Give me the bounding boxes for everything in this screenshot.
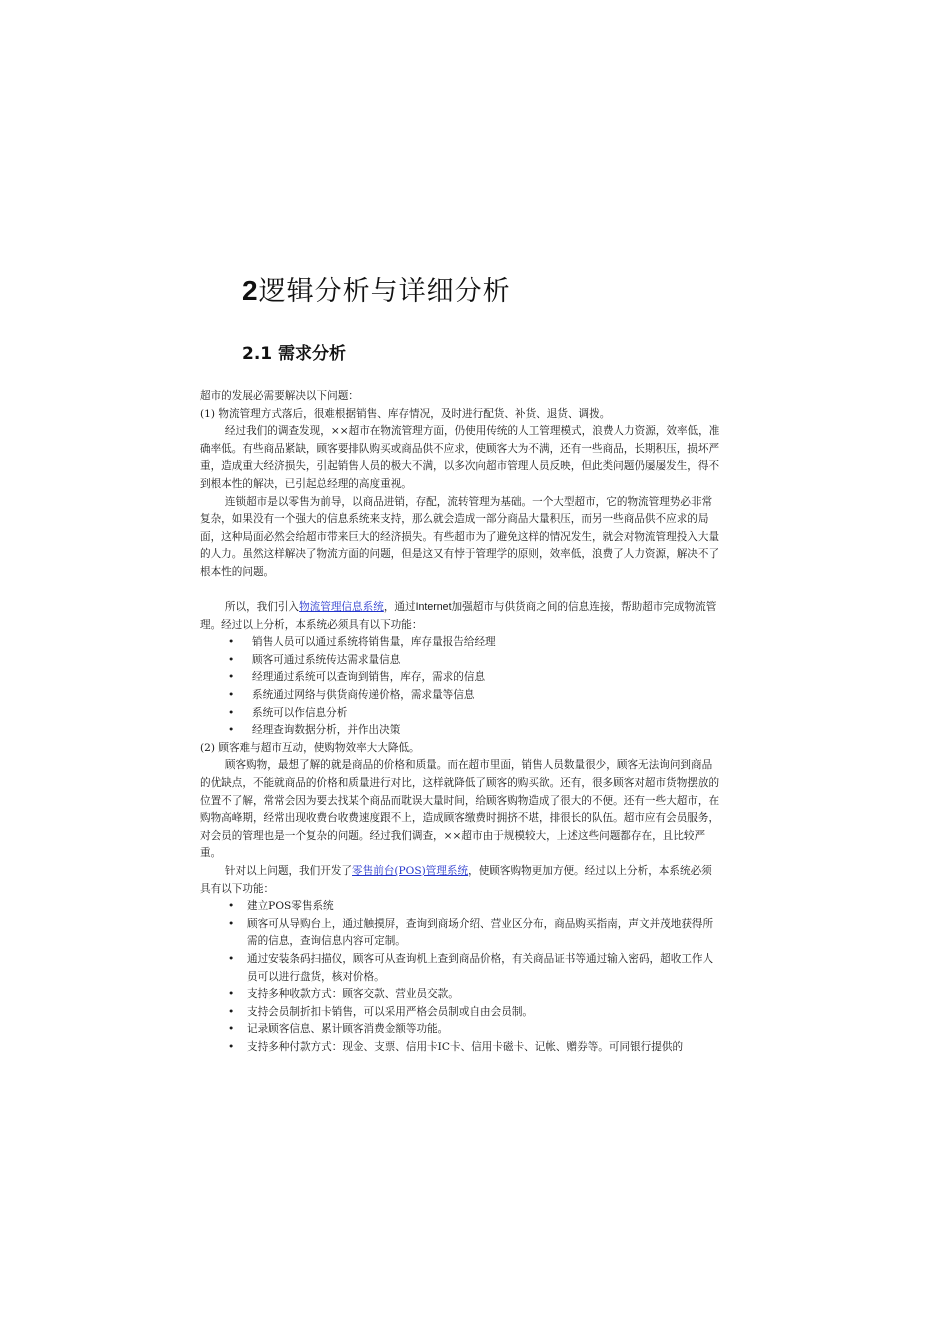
chapter-number: 2 xyxy=(242,275,259,306)
list-item xyxy=(200,722,720,740)
list-item-text: 顾客可从导购台上，通过触摸屏，查询到商场介绍、营业区分布，商品购买指南，声文并茂地获得所需的信息，查询信息内容可定制。 xyxy=(247,917,714,948)
list-item-text: 支持会员制折扣卡销售，可以采用严格会员制或自由会员制。 xyxy=(247,1005,534,1018)
list-item-text: 建立POS零售系统 xyxy=(247,900,334,913)
chapter-heading xyxy=(242,274,511,309)
list-item-text: 支持多种付款方式：现金、支票、信用卡IC卡、信用卡磁卡、记帐、赠券等。可同银行提供的 xyxy=(247,1040,684,1053)
bullet-icon: • xyxy=(228,653,235,666)
bullet-icon: • xyxy=(228,1040,235,1053)
list-item xyxy=(200,634,720,652)
list-item xyxy=(200,705,720,723)
bullet-icon: • xyxy=(228,988,235,1001)
bullet-icon: • xyxy=(228,636,235,649)
list-item-text: 经理查询数据分析，并作出决策 xyxy=(252,724,401,737)
list-item-text: 系统可以作信息分析 xyxy=(252,706,348,719)
function-list-1 xyxy=(200,634,720,740)
list-item xyxy=(200,898,720,916)
list-item xyxy=(200,652,720,670)
bullet-icon: • xyxy=(228,689,235,701)
list-item-text: 记录顾客信息、累计顾客消费金额等功能。 xyxy=(247,1023,449,1036)
list-item xyxy=(200,1021,720,1039)
paragraph-gap xyxy=(200,582,720,600)
list-item xyxy=(200,986,720,1004)
list-item xyxy=(200,1039,720,1057)
paragraph-3-post: 加强超市与供货商之间的信息连接，帮助超市完成物流管理。经过以上分析，本系统必须具有以下功能： xyxy=(200,601,717,631)
bullet-icon: • xyxy=(228,671,235,684)
list-item-text: 支持多种收款方式：顾客交款、营业员交款。 xyxy=(247,988,459,1001)
pos-system-link[interactable]: 零售前台(POS)管理系统 xyxy=(352,864,469,877)
bullet-icon: • xyxy=(228,952,235,965)
list-item-text: 顾客可通过系统传达需求量信息 xyxy=(252,653,401,666)
section-heading: 2.1 需求分析 xyxy=(242,344,347,364)
list-item xyxy=(200,1004,720,1022)
problem-2-title: (2) 顾客难与超市互动，使购物效率大大降低。 xyxy=(200,741,420,754)
chapter-title: 逻辑分析与详细分析 xyxy=(258,276,511,307)
paragraph-3-pre: 所以，我们引入 xyxy=(224,601,300,614)
list-item-text: 系统通过网络与供货商传递价格，需求量等信息 xyxy=(252,689,475,701)
internet-term: Internet xyxy=(415,601,452,614)
logistics-system-link[interactable]: 物流管理信息系统 xyxy=(299,601,384,614)
paragraph-5-pre: 针对以上问题，我们开发了 xyxy=(224,864,353,877)
list-item-text: 通过安装条码扫描仪，顾客可从查询机上查到商品价格，有关商品证书等通过输入密码，超收工作人员可以进行盘货，核对价格。 xyxy=(247,952,714,983)
function-list-2 xyxy=(200,898,720,1056)
bullet-icon: • xyxy=(228,1005,235,1018)
bullet-icon: • xyxy=(228,917,235,930)
list-item xyxy=(200,916,720,951)
paragraph-5-post: ，使顾客购物更加方便。经过以上分析，本系统必须具有以下功能： xyxy=(200,864,712,895)
body-text xyxy=(200,388,720,1056)
list-item-text: 销售人员可以通过系统将销售量，库存量报告给经理 xyxy=(252,636,496,649)
paragraph-4: 顾客购物，最想了解的就是商品的价格和质量。而在超市里面，销售人员数量很少，顾客无法询问到商品的优缺点，不能就商品的价格和质量进行对比，这样就降低了顾客的购买欲。还有，很多顾客对超市货物摆放的位置不了解，常常会因为要去找某个商品而耽误大量时间，给顾客购物造成了很大的不便。还有一些大超市，在购物高峰期，经常出现收费台收费速度跟不上，造成顾客缴费时拥挤不堪，排很长的队伍。超市应有会员服务，对会员的管理也是一个复杂的问题。经过我们调查，××超市由于规模较大，上述这些问题都存在，且比较严重。 xyxy=(200,759,720,860)
paragraph-1: 经过我们的调查发现，××超市在物流管理方面，仍使用传统的人工管理模式，浪费人力资源，效率低，准确率低。有些商品紧缺，顾客要排队购买或商品供不应求，使顾客大为不满，还有一些商品，长期积压，损坏严重，造成重大经济损失，引起销售人员的极大不满，以多次向超市管理人员反映，但此类问题仍屡屡发生，得不到根本性的解决，已引起总经理的高度重视。 xyxy=(200,425,720,490)
list-item xyxy=(200,669,720,687)
paragraph-2: 连锁超市是以零售为前导，以商品进销，存配，流转管理为基础。一个大型超市，它的物流管理势必非常复杂，如果没有一个强大的信息系统来支持，那么就会造成一部分商品大量积压，而另一些商品供不应求的局面，这种局面必然会给超市带来巨大的经济损失。有些超市为了避免这样的情况发生，就会对物流管理投入大量的人力。虽然这样解决了物流方面的问题，但是这又有悖于管理学的原则，效率低，浪费了人力资源，解决不了根本性的问题。 xyxy=(200,495,720,578)
list-item xyxy=(200,951,720,986)
bullet-icon: • xyxy=(228,900,235,913)
bullet-icon: • xyxy=(228,1023,235,1036)
paragraph-3-mid: ，通过 xyxy=(383,601,416,614)
paragraph-5 xyxy=(200,863,720,898)
list-item-text: 经理通过系统可以查询到销售，库存，需求的信息 xyxy=(252,671,486,684)
bullet-icon: • xyxy=(228,724,235,737)
paragraph-3 xyxy=(200,599,720,634)
bullet-icon: • xyxy=(228,706,235,719)
list-item xyxy=(200,687,720,705)
intro-line: 超市的发展必需要解决以下问题： xyxy=(200,390,359,402)
problem-1-title: (1) 物流管理方式落后，很难根据销售、库存情况，及时进行配货、补货、退货、调拨。 xyxy=(200,407,611,420)
